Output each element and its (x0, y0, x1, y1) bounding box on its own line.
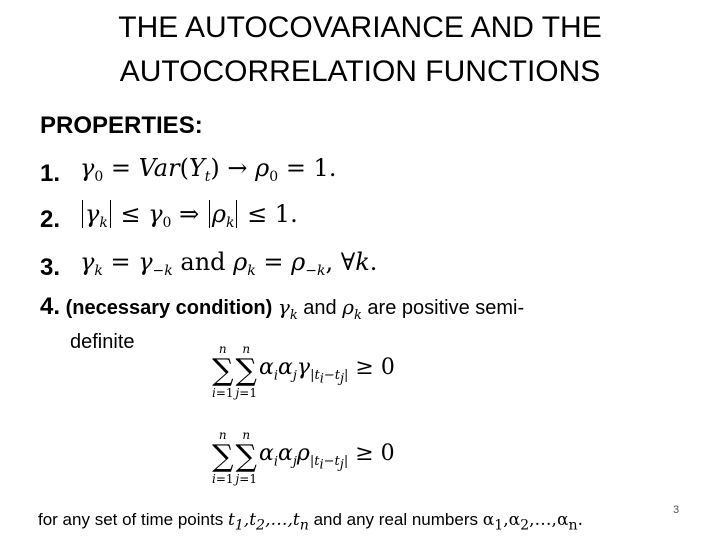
footer-text-2: and any real numbers (313, 510, 478, 529)
rho-k-symbol: $\rho_k$ (342, 295, 362, 323)
sum-formula-rho: n ∑ i=1n ∑ $j=1\alpha_i\alpha_j\rho_{|t_i-t_j|} \ge 0$ (212, 428, 395, 486)
page-number: 3 (673, 504, 680, 516)
sum-j: n ∑ j=1 (235, 342, 257, 400)
property-3-number: 3. (40, 254, 61, 281)
time-points-symbols: $t_1,t_2,\dots,t_n$ (227, 510, 309, 534)
property-3-formula: $\gamma_k = \gamma_{-k}$ and $\rho_k = \rho_{-k}$, ∀k. (80, 248, 378, 279)
alpha-symbols: $\alpha_1,\alpha_2,\dots,\alpha_n$. (482, 510, 583, 534)
slide-title (0, 6, 720, 94)
sum-i: n ∑ i=1 (212, 428, 234, 486)
property-2-formula: $\gamma_k \le \gamma_0$ ⇒ $\rho_k \le 1$. (80, 200, 298, 228)
footer-text (38, 510, 718, 533)
property-1-number: 1. (40, 160, 61, 187)
property-4-number: 4. (40, 293, 61, 320)
footer-text-1: for any set of time points (38, 510, 224, 529)
sum-j: n ∑ j=1 (235, 428, 257, 486)
property-4-text: are positive semi- (367, 297, 525, 319)
property-4-continuation: definite (70, 331, 135, 353)
sum-formula-gamma: n ∑ i=1n ∑ $j=1\alpha_i\alpha_j\gamma_{|t_i-t_j|} \ge 0$ (212, 342, 395, 400)
properties-heading: PROPERTIES: (40, 112, 203, 139)
property-4-and: and (303, 297, 337, 319)
property-2-number: 2. (40, 206, 61, 233)
title-line-2: AUTOCORRELATION FUNCTIONS (119, 55, 601, 88)
gamma-k-symbol: $\gamma_k$ (277, 295, 298, 323)
title-line-1: THE AUTOCOVARIANCE AND THE (118, 11, 602, 44)
sum-i: n ∑ i=1 (212, 342, 234, 400)
property-1-formula: $\gamma_0 = Var(Y_t) \to \rho_0 = 1$. (80, 154, 337, 185)
property-4-condition: (necessary condition) (65, 297, 273, 319)
